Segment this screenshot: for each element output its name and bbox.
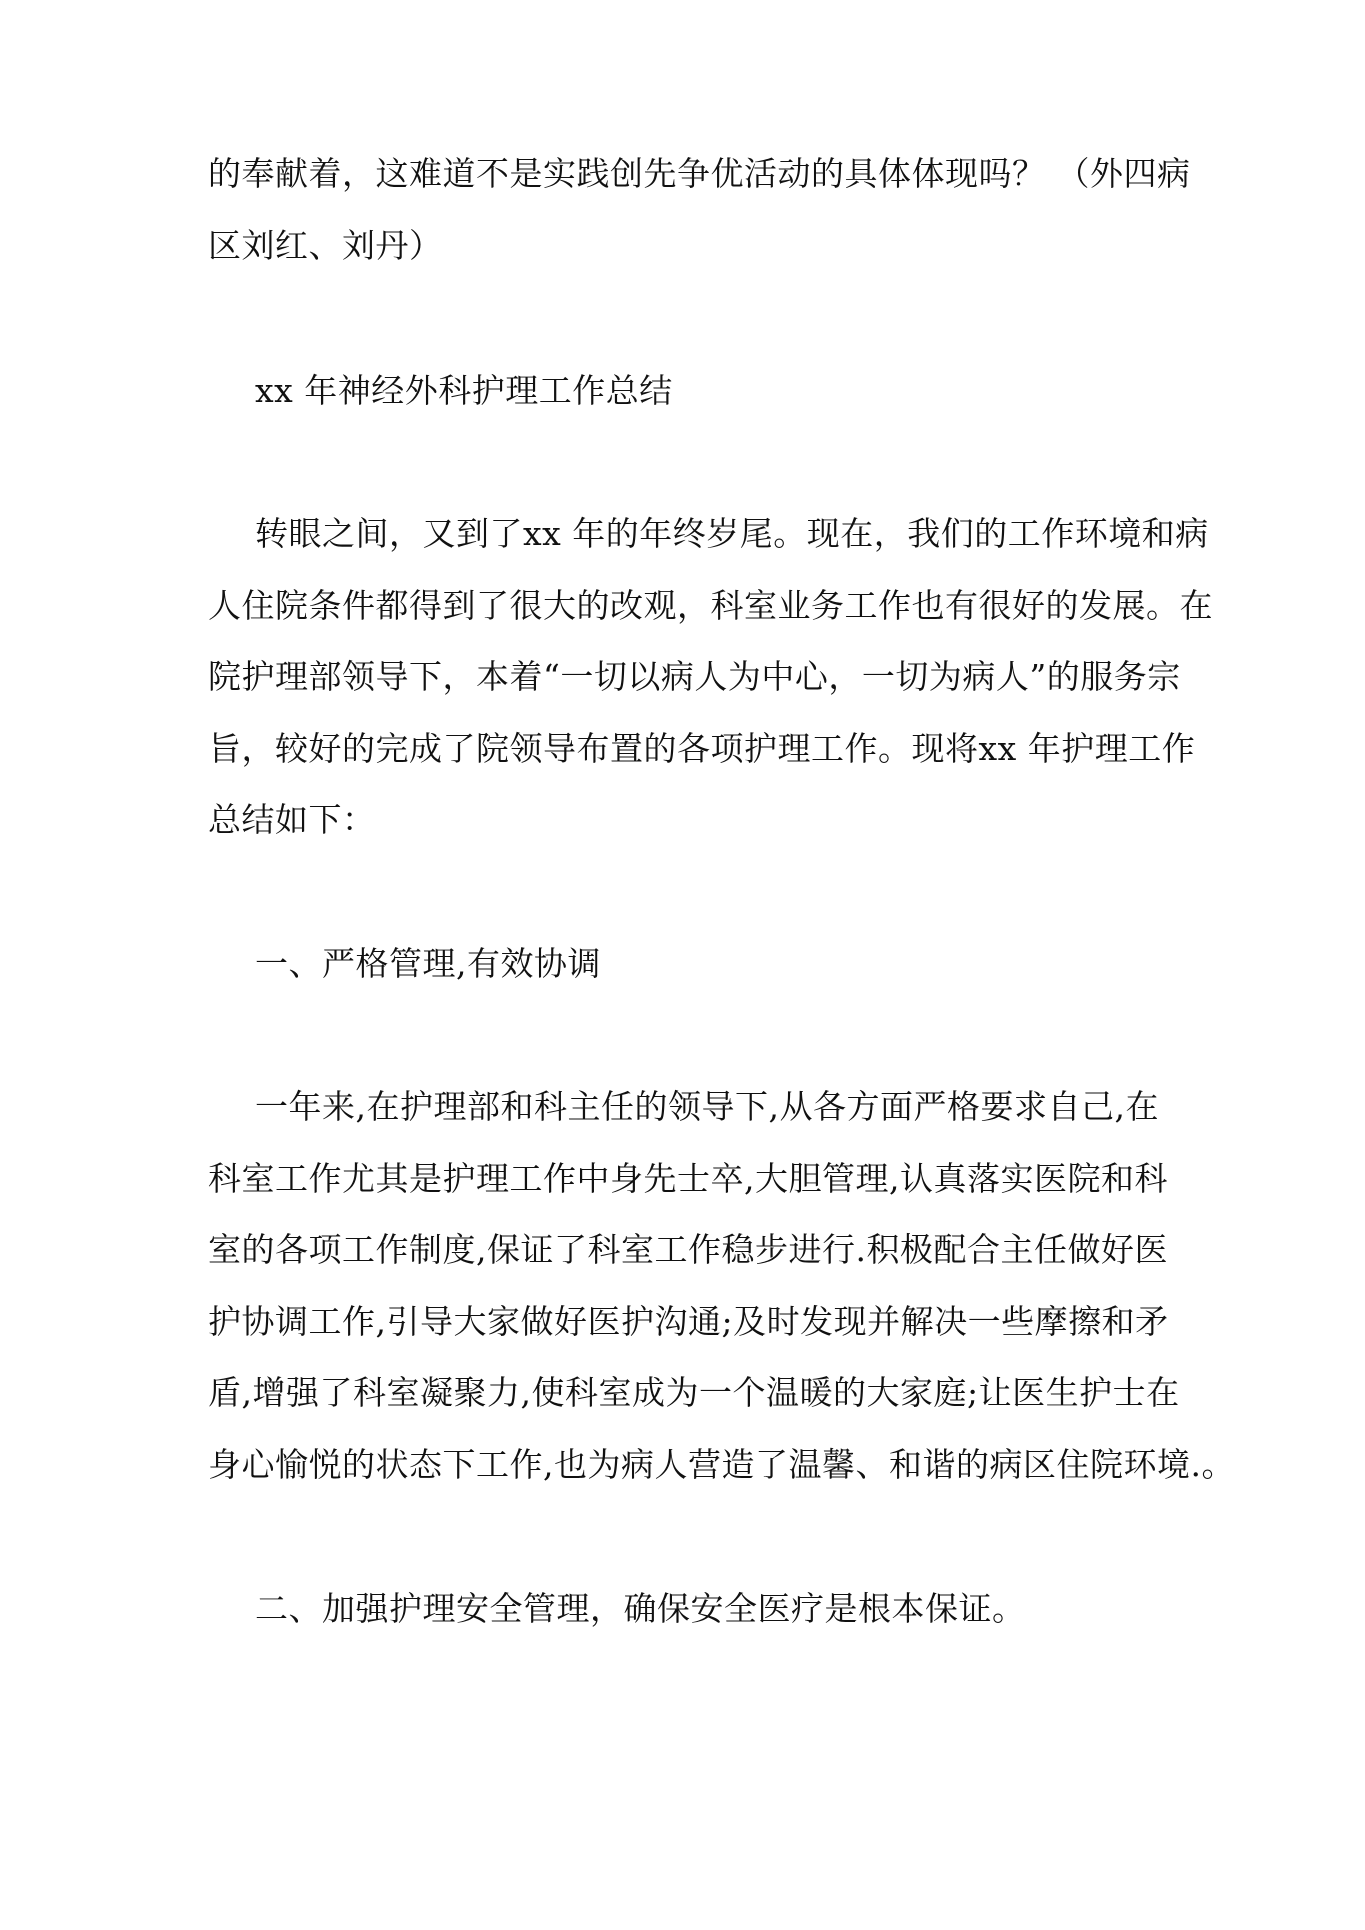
section-heading: 二、加强护理安全管理，确保安全医疗是根本保证。	[255, 1589, 1026, 1628]
text-line: 的奉献着，这难道不是实践创先争优活动的具体体现吗？ （外四病	[208, 154, 1191, 193]
text-line: 科室工作尤其是护理工作中身先士卒,大胆管理,认真落实医院和科	[208, 1159, 1168, 1198]
text-line: 总结如下：	[208, 800, 376, 839]
text-line: 转眼之间，又到了xx 年的年终岁尾。现在，我们的工作环境和病	[255, 514, 1209, 553]
text-line: 区刘红、刘丹）	[208, 226, 443, 265]
text-line: 身心愉悦的状态下工作,也为病人营造了温馨、和谐的病区住院环境.。	[208, 1445, 1235, 1484]
text-line: 盾,增强了科室凝聚力,使科室成为一个温暖的大家庭;让医生护士在	[208, 1373, 1180, 1412]
text-line: 一年来,在护理部和科主任的领导下,从各方面严格要求自己,在	[255, 1087, 1159, 1126]
section-title: xx 年神经外科护理工作总结	[255, 371, 673, 410]
text-line: 人住院条件都得到了很大的改观，科室业务工作也有很好的发展。在	[208, 586, 1213, 625]
text-line: 护协调工作,引导大家做好医护沟通;及时发现并解决一些摩擦和矛	[208, 1302, 1169, 1341]
text-line: 室的各项工作制度,保证了科室工作稳步进行.积极配合主任做好医	[208, 1230, 1168, 1269]
text-line: 院护理部领导下，本着“一切以病人为中心，一切为病人”的服务宗	[208, 657, 1181, 696]
text-line: 旨，较好的完成了院领导布置的各项护理工作。现将xx 年护理工作	[208, 729, 1196, 768]
section-heading: 一、严格管理,有效协调	[255, 944, 601, 983]
